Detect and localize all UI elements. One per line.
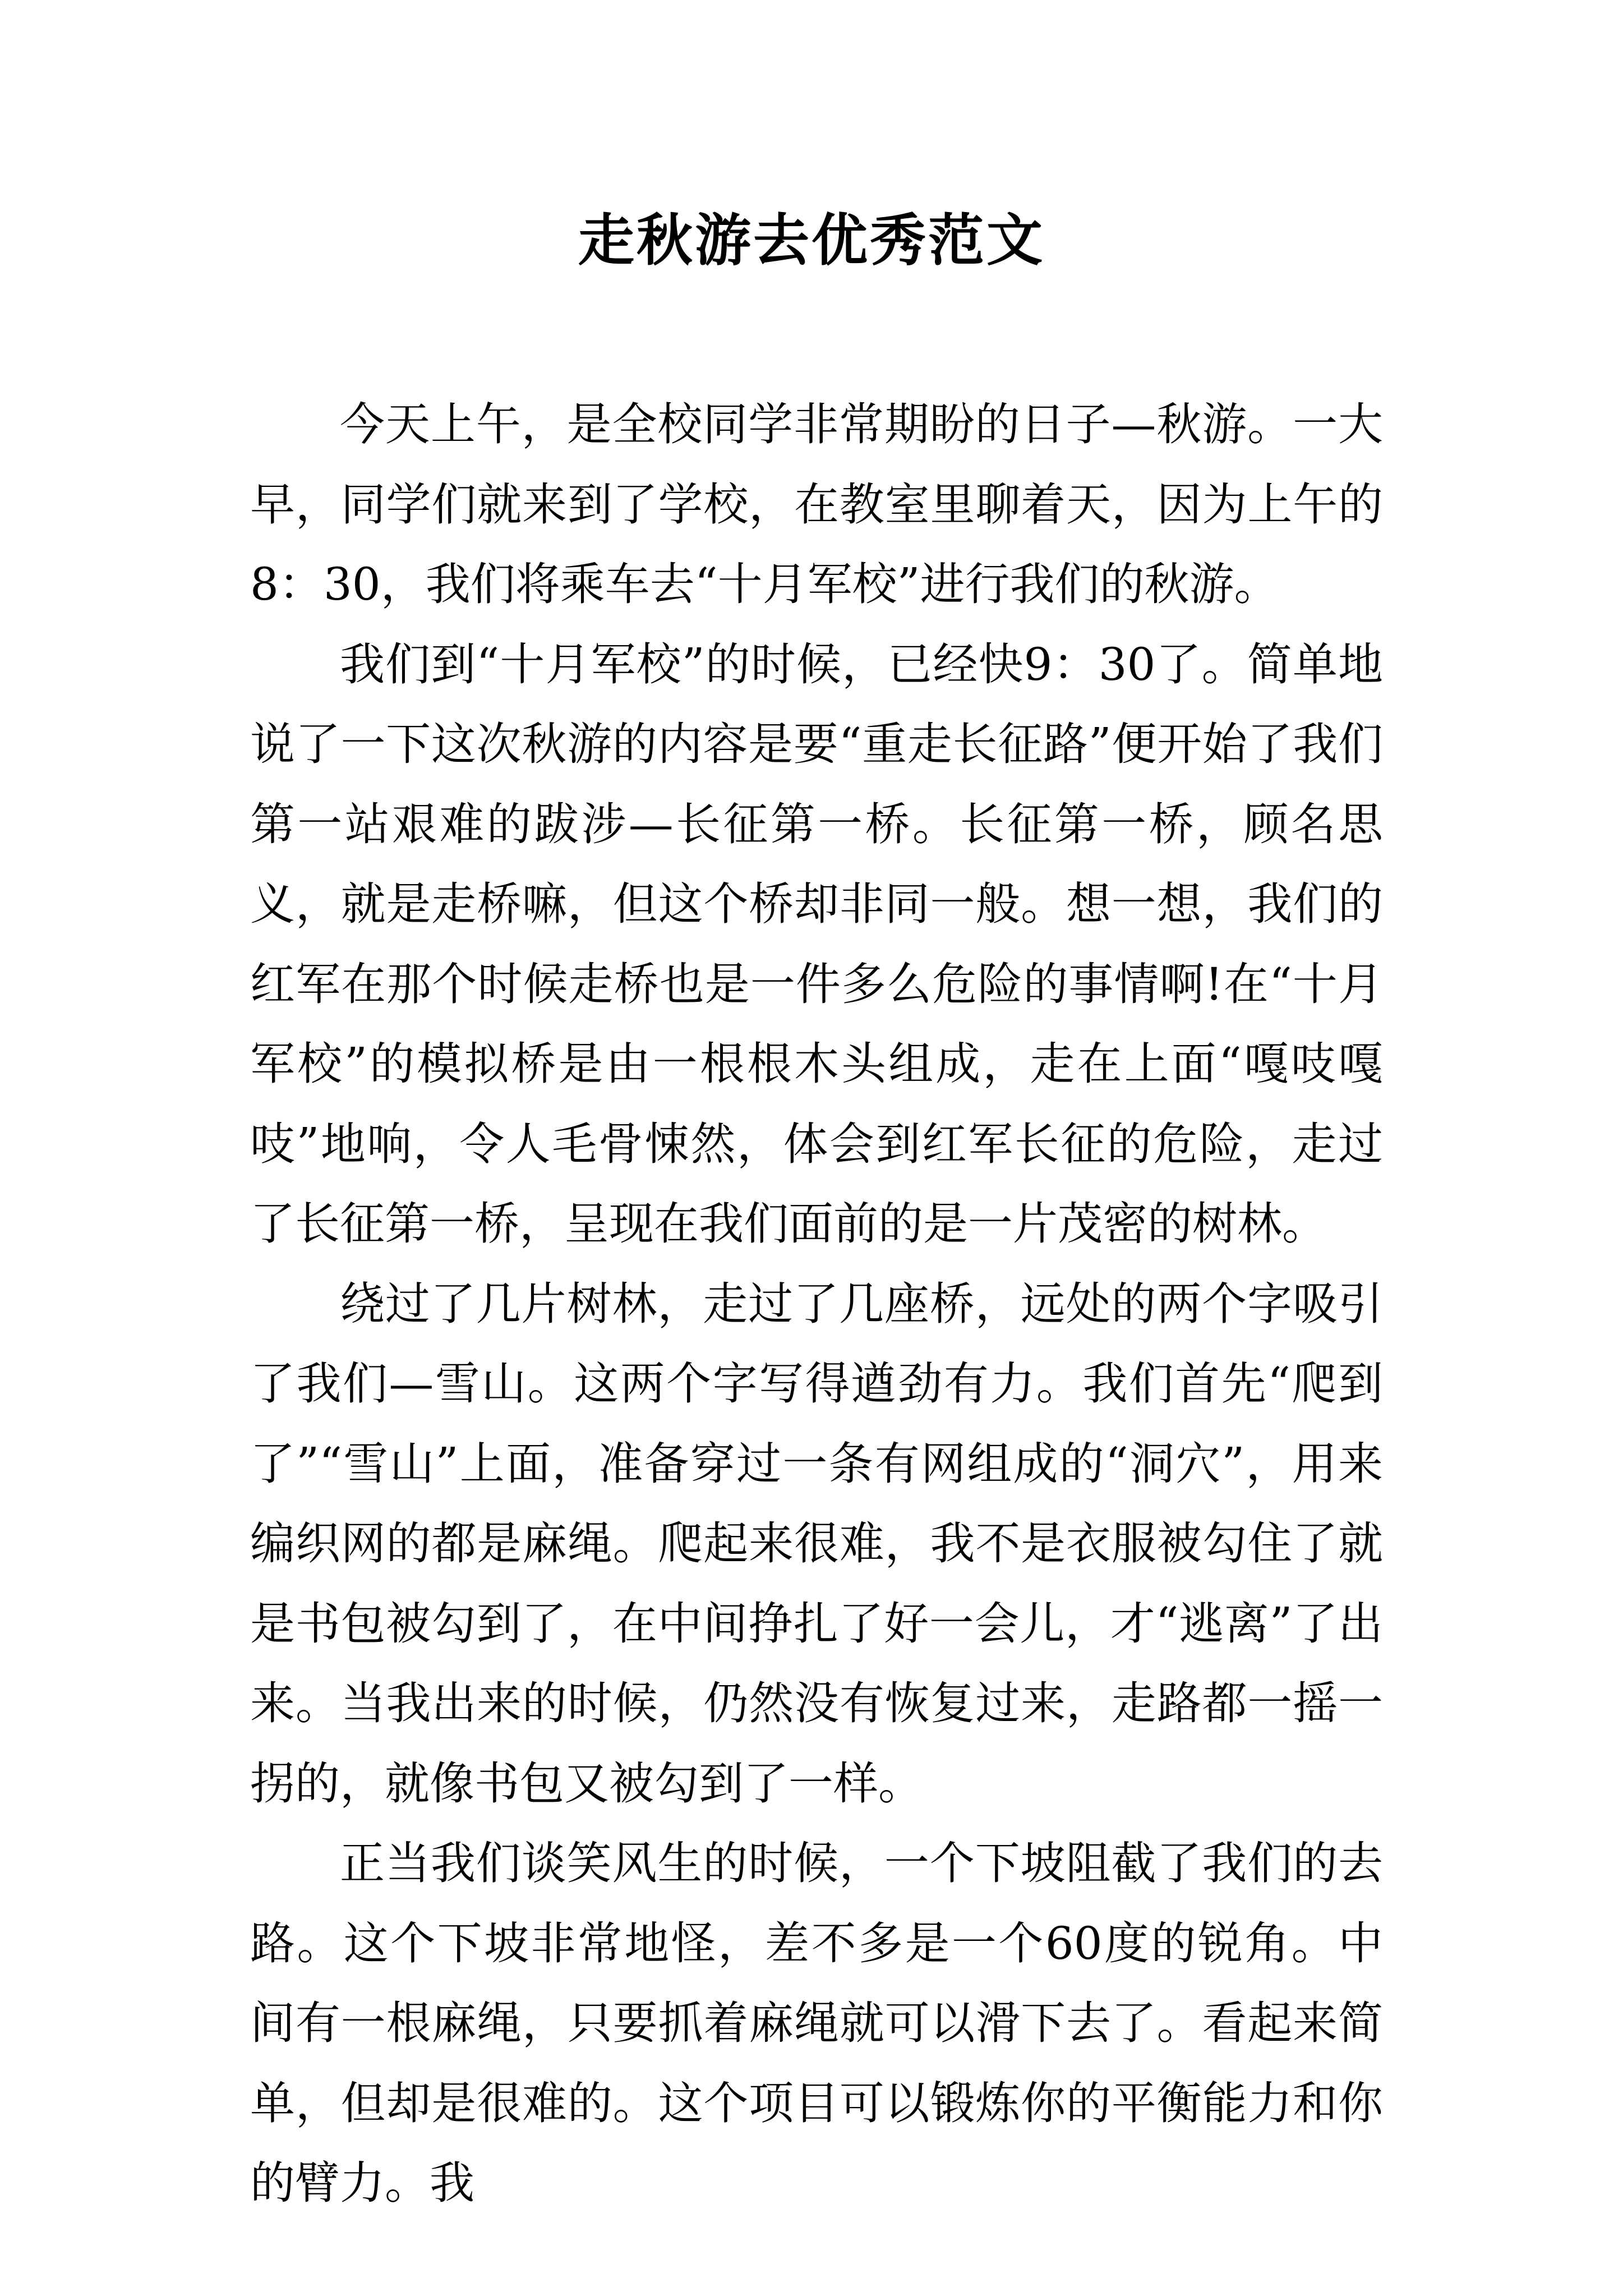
document-title: 走秋游去优秀范文 bbox=[578, 207, 1045, 273]
paragraph-4: 正当我们谈笑风生的时候，一个下坡阻截了我们的去路。这个下坡非常地怪，差不多是一个60度的锐角。中间有一根麻绳，只要抓着麻绳就可以滑下去了。看起来简单，但却是很难的。这个项目可以锻炼你的平衡能力和你的臂力。我 bbox=[250, 1837, 1383, 2209]
paragraph-1: 今天上午，是全校同学非常期盼的日子—秋游。一大早，同学们就来到了学校，在教室里聊着天，因为上午的8：30，我们将乘车去“十月军校”进行我们的秋游。 bbox=[250, 398, 1383, 610]
paragraph-2: 我们到“十月军校”的时候，已经快9：30了。简单地说了一下这次秋游的内容是要“重走长征路”便开始了我们第一站艰难的跋涉—长征第一桥。长征第一桥，顾名思义，就是走桥嘛，但这个桥却非同一般。想一想，我们的红军在那个时候走桥也是一件多么危险的事情啊!在“十月军校”的模拟桥是由一根根木头组成，走在上面“嘎吱嘎吱”地响，令人毛骨悚然，体会到红军长征的危险，走过了长征第一桥，呈现在我们面前的是一片茂密的树林。 bbox=[250, 638, 1383, 1250]
document-body bbox=[250, 385, 1383, 2224]
paragraph-3: 绕过了几片树林，走过了几座桥，远处的两个字吸引了我们—雪山。这两个字写得遒劲有力。我们首先“爬到了”“雪山”上面，准备穿过一条有网组成的“洞穴”，用来编织网的都是麻绳。爬起来很难，我不是衣服被勾住了就是书包被勾到了，在中间挣扎了好一会儿，才“逃离”了出来。当我出来的时候，仍然没有恢复过来，走路都一摇一拐的，就像书包又被勾到了一样。 bbox=[250, 1277, 1383, 1810]
